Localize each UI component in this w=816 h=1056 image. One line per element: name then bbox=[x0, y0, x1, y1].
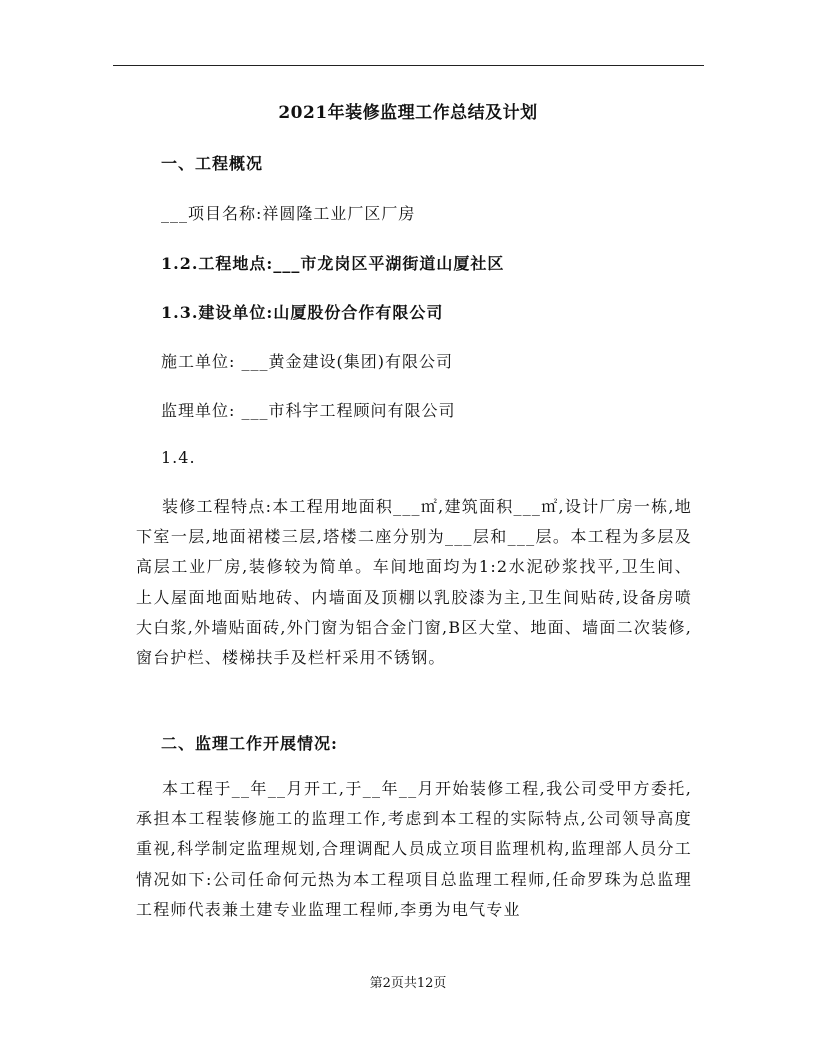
supervisor-line: 监理单位: ___市科宇工程顾问有限公司 bbox=[161, 401, 456, 420]
section-heading-overview: 一、工程概况 bbox=[161, 154, 264, 173]
section-heading-work: 二、监理工作开展情况: bbox=[161, 734, 338, 753]
header-rule bbox=[113, 65, 704, 66]
page-number-footer: 第2页共12页 bbox=[369, 976, 447, 991]
features-paragraph: 装修工程特点:本工程用地面积___㎡,建筑面积___㎡,设计厂房一栋,地下室一层,地面裙楼三层,塔楼二座分别为___层和___层。本工程为多层及高层工业厂房,装修较为简单。车间地面均为1:2水泥砂浆找平,卫生间、上人屋面地面贴地砖、内墙面及顶棚以乳胶漆为主,卫生间贴砖,设备房喷大白浆,外墙贴面砖,外门窗为铝合金门窗,B区大堂、地面、墙面二次装修,窗台护栏、楼梯扶手及栏杆采用不锈钢。 bbox=[136, 497, 692, 668]
owner-line: 1.3.建设单位:山厦股份合作有限公司 bbox=[161, 303, 444, 322]
location-line: 1.2.工程地点:___市龙岗区平湖街道山厦社区 bbox=[161, 254, 505, 273]
item-1-4-label: 1.4. bbox=[161, 448, 196, 467]
document-title: 2021年装修监理工作总结及计划 bbox=[278, 103, 538, 123]
work-paragraph: 本工程于__年__月开工,于__年__月开始装修工程,我公司受甲方委托,承担本工程装修施工的监理工作,考虑到本工程的实际特点,公司领导高度重视,科学制定监理规划,合理调配人员成立项目监理机构,监理部人员分工情况如下:公司任命何元热为本工程项目总监理工程师,任命罗珠为总监理工程师代表兼土建专业监理工程师,李勇为电气专业 bbox=[136, 779, 692, 919]
contractor-line: 施工单位: ___黄金建设(集团)有限公司 bbox=[161, 352, 453, 371]
project-name-line: ___项目名称:祥圆隆工业厂区厂房 bbox=[161, 204, 416, 223]
